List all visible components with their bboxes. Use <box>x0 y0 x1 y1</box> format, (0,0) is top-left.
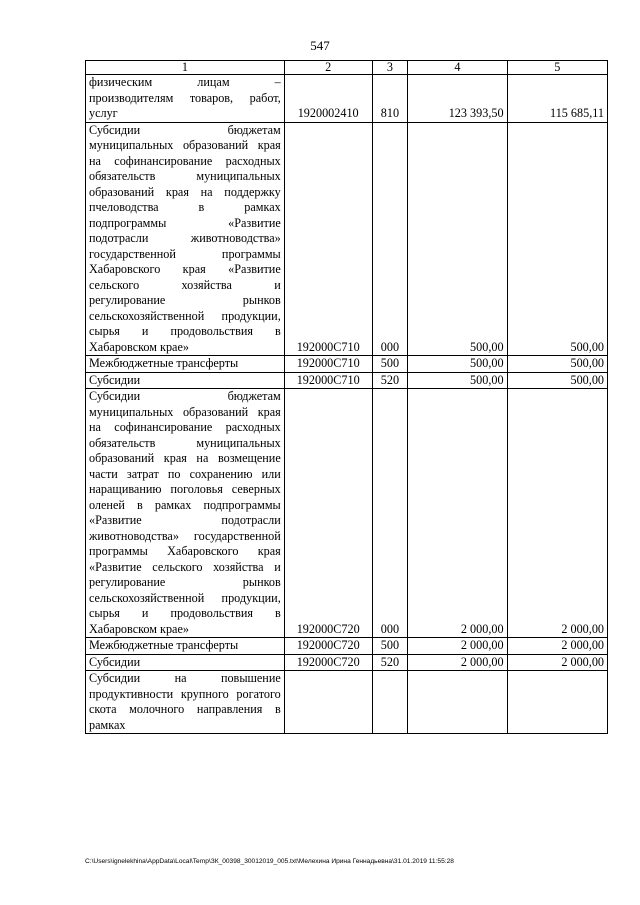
target-article-code <box>284 671 372 734</box>
amount-year-1 <box>408 671 507 734</box>
column-header: 2 <box>284 61 372 75</box>
amount-year-2: 500,00 <box>507 122 607 356</box>
amount-year-2: 500,00 <box>507 356 607 373</box>
table-row <box>86 389 608 638</box>
amount-year-2 <box>507 671 607 734</box>
expense-type-code: 520 <box>372 654 408 671</box>
amount-year-1: 2 000,00 <box>408 389 507 638</box>
expense-type-code: 500 <box>372 356 408 373</box>
budget-table <box>85 60 608 734</box>
table-row <box>86 654 608 671</box>
table-row <box>86 122 608 356</box>
row-description: Субсидии <box>86 654 285 671</box>
column-header: 1 <box>86 61 285 75</box>
target-article-code: 192000С720 <box>284 389 372 638</box>
amount-year-2: 115 685,11 <box>507 75 607 123</box>
row-description: Межбюджетные трансферты <box>86 356 285 373</box>
row-description: Субсидии на повышение продуктивности крупного рогатого скота молочного направления в рамках <box>86 671 285 734</box>
row-description: Субсидии бюджетам муниципальных образований края на софинансирование расходных обязательств муниципальных образований края на поддержку пчеловодства в рамках подпрограммы «Развитие подотрасли животноводства» государственной программы Хабаровского края «Развитие сельского хозяйства и регулирование рынков сельскохозяйственной продукции, сырья и продовольствия в Хабаровском крае» <box>86 122 285 356</box>
target-article-code: 192000С710 <box>284 122 372 356</box>
column-header: 5 <box>507 61 607 75</box>
row-description: Субсидии <box>86 372 285 389</box>
column-header: 4 <box>408 61 507 75</box>
amount-year-1: 2 000,00 <box>408 654 507 671</box>
amount-year-2: 500,00 <box>507 372 607 389</box>
amount-year-1: 2 000,00 <box>408 638 507 655</box>
page-number: 547 <box>310 38 330 53</box>
file-path-footer: C:\Users\ignelekhina\AppData\Local\Temp\ЗК_00398_30012019_005.txt\Мелехина Ирина Геннадьевна\31.01.2019 11:55:28 <box>85 858 454 865</box>
table-row <box>86 372 608 389</box>
target-article-code: 192000С710 <box>284 356 372 373</box>
table-row <box>86 75 608 123</box>
table-row <box>86 671 608 734</box>
amount-year-1: 500,00 <box>408 122 507 356</box>
target-article-code: 192000С720 <box>284 638 372 655</box>
amount-year-1: 500,00 <box>408 356 507 373</box>
row-description: Субсидии бюджетам муниципальных образований края на софинансирование расходных обязательств муниципальных образований края на возмещение части затрат по сохранению или наращиванию поголовья северных оленей в рамках подпрограммы «Развитие подотрасли животноводства» государственной программы Хабаровского края «Развитие сельского хозяйства и регулирование рынков сельскохозяйственной продукции, сырья и продовольствия в Хабаровском крае» <box>86 389 285 638</box>
table-row <box>86 638 608 655</box>
target-article-code: 1920002410 <box>284 75 372 123</box>
target-article-code: 192000С720 <box>284 654 372 671</box>
expense-type-code: 500 <box>372 638 408 655</box>
amount-year-1: 123 393,50 <box>408 75 507 123</box>
amount-year-1: 500,00 <box>408 372 507 389</box>
amount-year-2: 2 000,00 <box>507 389 607 638</box>
amount-year-2: 2 000,00 <box>507 638 607 655</box>
amount-year-2: 2 000,00 <box>507 654 607 671</box>
expense-type-code: 520 <box>372 372 408 389</box>
expense-type-code: 810 <box>372 75 408 123</box>
expense-type-code <box>372 671 408 734</box>
row-description: Межбюджетные трансферты <box>86 638 285 655</box>
table-row <box>86 356 608 373</box>
target-article-code: 192000С710 <box>284 372 372 389</box>
column-number-row <box>86 61 608 75</box>
row-description: физическим лицам – производителям товаров, работ, услуг <box>86 75 285 123</box>
column-header: 3 <box>372 61 408 75</box>
expense-type-code: 000 <box>372 389 408 638</box>
expense-type-code: 000 <box>372 122 408 356</box>
